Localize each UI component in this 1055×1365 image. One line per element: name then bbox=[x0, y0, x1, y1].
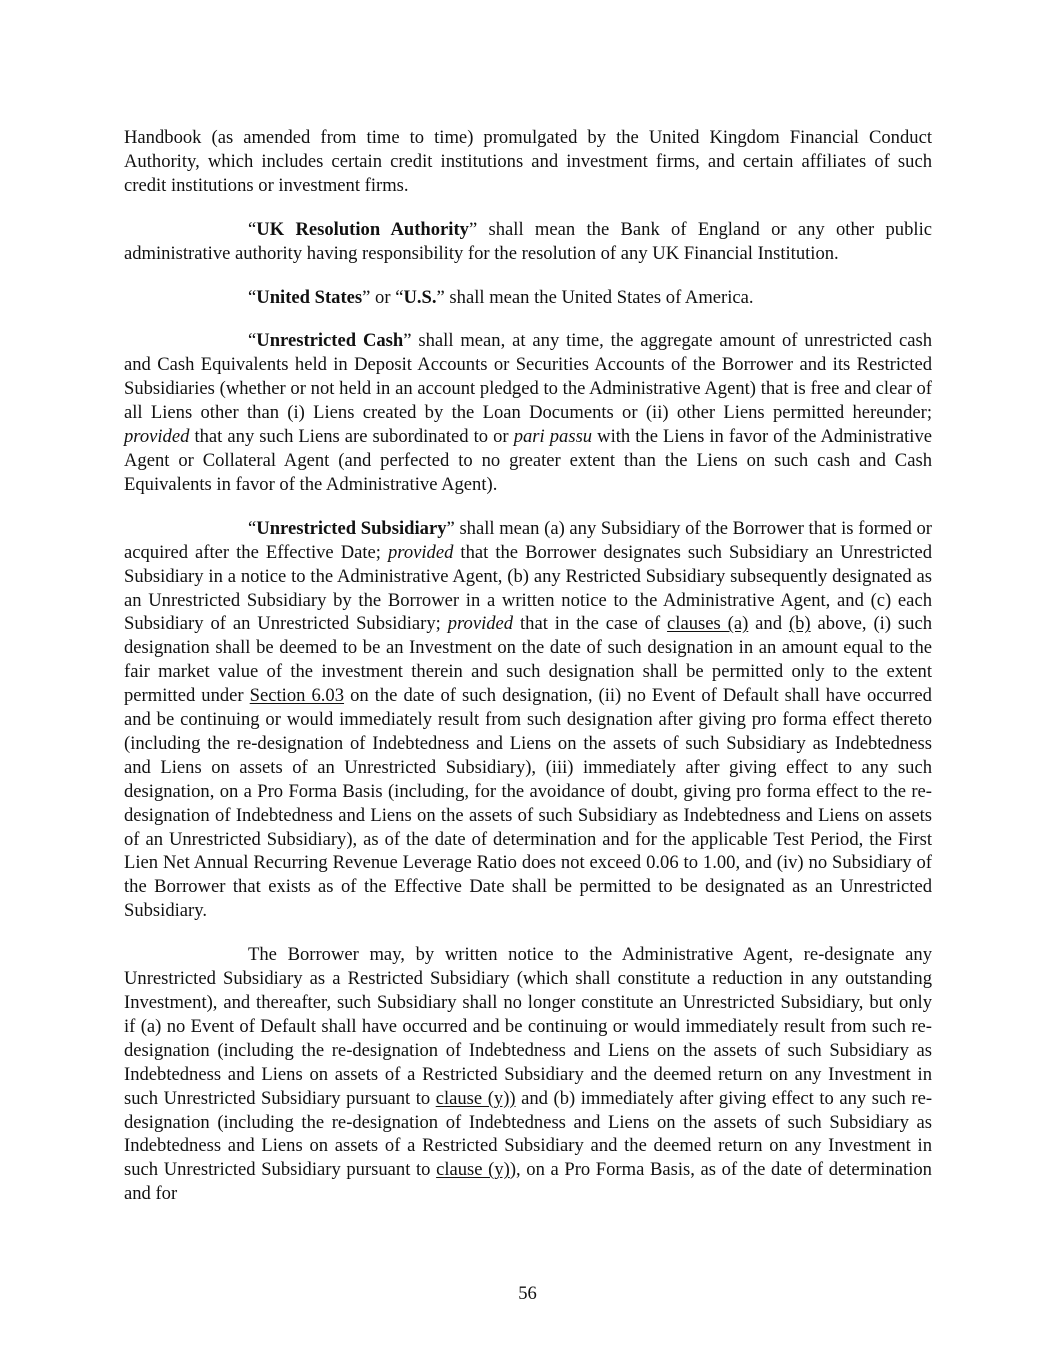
defined-term: Unrestricted Cash bbox=[256, 330, 404, 352]
text-run: The Borrower may, by written notice to the Administrative Agent, re-designate any Unrestricted Subsidiary as a Restricted Subsidiary (which shall constitute a reduction in any outstanding Investment), and thereafter, such Subsidiary shall no longer constitute an Unrestricted Subsidiary, but only if (a) no Event of Default shall have occurred and be continuing or would immediately result from such re-designation (including the re-designation of Indebtedness and Liens on the assets of such Subsidiary as Indebtedness and Liens on assets of a Restricted Subsidiary and the deemed return on any Investment in such Unrestricted Subsidiary pursuant to bbox=[124, 944, 932, 1109]
cross-reference: Section 6.03 bbox=[249, 685, 345, 707]
text-run: that any such Liens are subordinated to or bbox=[189, 426, 514, 448]
text-run: on the date of such designation, (ii) no Event of Default shall have occurred and be continuing or would immediately result from such designation after giving pro forma effect thereto (including the re-designation of Indebtedness and Liens on the assets of such Subsidiary as Indebtedness and Liens on assets of an Unrestricted Subsidiary), (iii) immediately after giving effect to any such designation, on a Pro Forma Basis (including, for the avoidance of doubt, giving pro forma effect to the re-designation of Indebtedness and Liens on the assets of such Subsidiary as Indebtedness and Liens on assets of an Unrestricted Subsidiary), as of the date of determination and for the applicable Test Period, the First Lien Net Annual Recurring Revenue Leverage Ratio does not exceed 0.06 to 1.00, and (iv) no Subsidiary of the Borrower that exists as of the Effective Date shall be permitted to be designated as an Unrestricted Subsidiary. bbox=[124, 685, 932, 922]
paragraph-unrestricted-cash bbox=[124, 329, 932, 496]
text-run: above, (i) such designation shall be deemed to be an Investment on the date of such designation in an amount equal to the fair market value of the investment therein and such designation shall be permitted only to the extent permitted under bbox=[124, 613, 932, 707]
italic-term: provided bbox=[124, 426, 190, 448]
cross-reference: clause (y)) bbox=[435, 1087, 516, 1109]
text-run: ” shall mean (a) any Subsidiary of the Borrower that is formed or acquired after the Effective Date; bbox=[124, 517, 932, 563]
cross-reference: clause (y) bbox=[436, 1159, 510, 1181]
paragraph-redesignation bbox=[124, 943, 932, 1206]
text-run: ” or “ bbox=[362, 286, 404, 308]
text-run: “ bbox=[248, 218, 257, 240]
defined-term: Unrestricted Subsidiary bbox=[256, 517, 447, 539]
cross-reference: clauses (a) bbox=[667, 613, 749, 635]
text-run: that the Borrower designates such Subsidiary an Unrestricted Subsidiary in a notice to the Administrative Agent, (b) any Restricted Subsidiary subsequently designated as an Unrestricted Subsidiary by the Borrower in a written notice to the Administrative Agent, and (c) each Subsidiary of an Unrestricted Subsidiary; bbox=[124, 541, 932, 635]
text-run: “ bbox=[248, 286, 257, 308]
italic-term: provided bbox=[387, 541, 454, 563]
paragraph-uk-resolution-authority bbox=[124, 218, 932, 266]
cross-reference: (b) bbox=[788, 613, 811, 635]
text-run: with the Liens in favor of the Administrative Agent or Collateral Agent (and perfected to no greater extent than the Liens on such cash and Cash Equivalents in favor of the Administrative Agent). bbox=[124, 426, 933, 495]
text-run: “ bbox=[248, 330, 257, 352]
italic-term: pari passu bbox=[513, 426, 593, 448]
text-run: ), on a Pro Forma Basis, as of the date of determination and for bbox=[124, 1159, 932, 1205]
text-run: ” shall mean the United States of America. bbox=[436, 286, 754, 308]
text-run: and (b) immediately after giving effect to any such re-designation (including the re-designation of Indebtedness and Liens on the assets of such Subsidiary as Indebtedness and Liens on assets of a Restricted Subsidiary and the deemed return on any Investment in such Unrestricted Subsidiary pursuant to bbox=[124, 1087, 933, 1181]
text-run: and bbox=[748, 613, 789, 635]
document-body bbox=[124, 126, 932, 1226]
text-run: ” shall mean, at any time, the aggregate amount of unrestricted cash and Cash Equivalents held in Deposit Accounts or Securities Accounts of the Borrower and its Restricted Subsidiaries (whether or not held in an account pledged to the Administrative Agent) that is free and clear of all Liens other than (i) Liens created by the Loan Documents or (ii) other Liens permitted hereunder; bbox=[124, 330, 932, 424]
italic-term: provided bbox=[447, 613, 514, 635]
text-run: Handbook (as amended from time to time) promulgated by the United Kingdom Financial Conduct Authority, which includes certain credit institutions and investment firms, and certain affiliates of such credit institutions or investment firms. bbox=[124, 127, 932, 196]
paragraph-united-states bbox=[124, 286, 932, 310]
paragraph-unrestricted-subsidiary bbox=[124, 517, 932, 923]
page-number: 56 bbox=[518, 1283, 537, 1304]
paragraph-handbook-continuation bbox=[124, 126, 932, 198]
text-run: that in the case of bbox=[513, 613, 668, 635]
defined-term: U.S. bbox=[403, 286, 437, 308]
text-run: ” shall mean the Bank of England or any other public administrative authority having responsibility for the resolution of any UK Financial Institution. bbox=[124, 218, 932, 264]
defined-term: United States bbox=[256, 286, 363, 308]
text-run: “ bbox=[248, 517, 257, 539]
defined-term: UK Resolution Authority bbox=[256, 218, 469, 240]
